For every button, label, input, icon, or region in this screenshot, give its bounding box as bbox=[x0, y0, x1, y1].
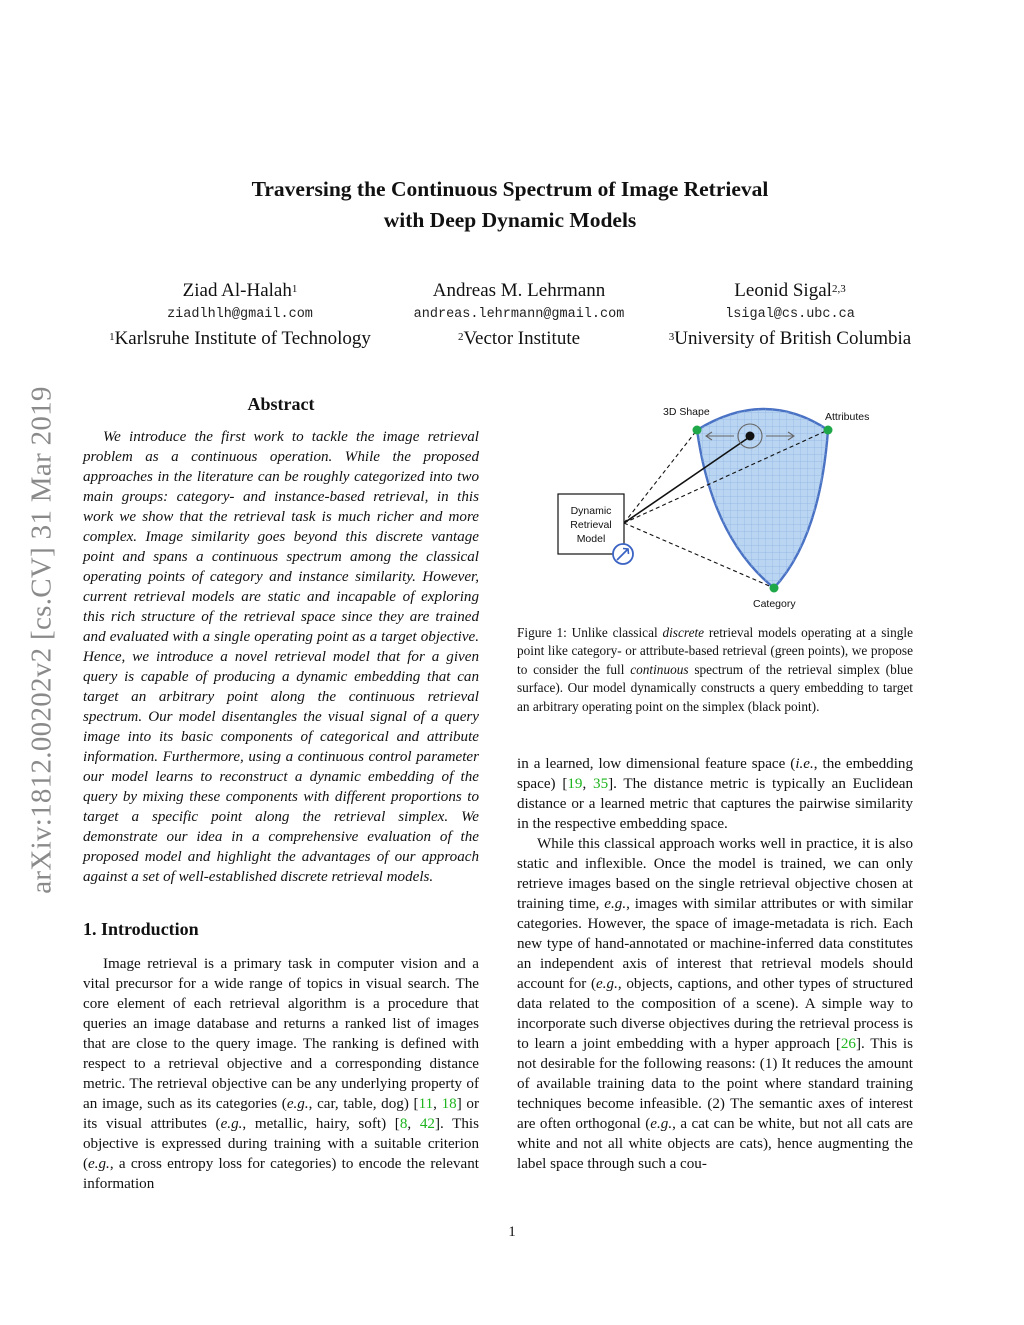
author-sup: 2,3 bbox=[831, 283, 846, 295]
citation-link[interactable]: 19 bbox=[567, 776, 583, 792]
label-3d-shape: 3D Shape bbox=[663, 406, 710, 418]
author-name: Leonid Sigal bbox=[734, 280, 832, 301]
aff-sup: 3 bbox=[668, 331, 675, 343]
author-email[interactable]: ziadlhlh@gmail.com bbox=[167, 307, 313, 322]
operating-point bbox=[746, 432, 755, 441]
model-label-3: Model bbox=[576, 533, 606, 545]
figure-1-caption: Figure 1: Unlike classical discrete retrieval models operating at a single point like category- or attribute-based retrieval (green points), we propose to consider the full continuous spectrum of the retrieval simplex (blue surface). Our model dynamically constructs a query embedding to target an arbitrary operating point on the simplex (black point). bbox=[517, 625, 914, 714]
author-affiliation: Karlsruhe Institute of Technology bbox=[114, 328, 371, 349]
citation-link[interactable]: 11 bbox=[418, 1096, 434, 1112]
model-label-1: Dynamic bbox=[570, 505, 612, 517]
author-affiliation: Vector Institute bbox=[463, 328, 581, 349]
model-label-2: Retrieval bbox=[570, 519, 612, 531]
intro-paragraph: Image retrieval is a primary task in computer vision and a vital precursor for a wide range of topics in visual search. The core element of each retrieval algorithm is a procedure that queries an image database and returns a ranked list of images that are close to the query image. The ranking is defined with respect to a retrieval objective and a corresponding distance metric. The retrieval objective can be any underlying property of an image, such as its categories (e.g., car, table, dog) [11, 18] or its visual attributes (e.g., metallic, hairy, soft) [8, 42]. This objective is expressed during training with a suitable criterion (e.g., a cross entropy loss for categories) to encode the relevant information bbox=[83, 956, 480, 1192]
author-affiliation: University of British Columbia bbox=[674, 328, 912, 349]
author-2 bbox=[372, 278, 666, 352]
title-line-2: with Deep Dynamic Models bbox=[383, 208, 637, 232]
author-1 bbox=[90, 278, 390, 352]
right-paragraph-2: While this classical approach works well in practice, it is also static and inflexible. Once the model is trained, we can only retrieve images based on the single retrieval objective chosen at training time, e.g., images with similar attributes or with similar categories. However, the space of image-metadata is rich. Each new type of hand-annotated or machine-inferred data constitutes an independent axis of interest that retrieval models should account for (e.g., objects, captions, and other types of structured data related to the composition of a scene). A simple way to incorporate such diverse objectives during the retrieval process is to learn a joint embedding with a hyper approach [26]. This is not desirable for the following reasons: (1) It reduces the amount of available training data to the point where standard training techniques become infeasible. (2) The semantic axes of interest are often orthogonal (e.g., a cat can be white, but not all cats are white and not all white objects are cats), hence augmenting the label space through such a cou- bbox=[517, 836, 913, 1172]
abstract-text: We introduce the first work to tackle the image retrieval problem as a continuous operation. While the proposed approaches in the literature can be roughly categorized into two main groups: category- and instance-based retrieval, in this work we show that the retrieval task is much richer and more complex. Image similarity goes beyond this discrete vantage point and spans a continuous spectrum among the classical operating points of category and instance similarity. However, current retrieval models are static and incapable of exploring this rich structure of the retrieval space since they are trained and evaluated with a single operating point as a target objective. Hence, we introduce a novel retrieval model that for a given query is capable of producing a dynamic embedding that can target an arbitrary point along the continuous retrieval spectrum. Our model disentangles the visual signal of a query image into its basic components of categorical and attribute information. Furthermore, using a continuous control parameter our model learns to reconstruct a dynamic embedding of the query by mixing these components with different proportions to target a specific point along the retrieval simplex. We demonstrate our idea in a comprehensive evaluation of the proposed model and highlight the advantages of our approach against a set of well-established discrete retrieval models. bbox=[83, 429, 479, 885]
right-paragraph-1: in a learned, low dimensional feature space (i.e., the embedding space) [19, 35]. The distance metric is typically an Euclidean distance or a learned metric that captures the pairwise similarity in the respective embedding space. bbox=[517, 756, 914, 832]
page-number: 1 bbox=[508, 1224, 516, 1240]
vertex-attributes bbox=[824, 426, 833, 435]
aff-sup: 1 bbox=[109, 331, 115, 343]
citation-link[interactable]: 42 bbox=[419, 1116, 435, 1132]
author-name: Andreas M. Lehrmann bbox=[432, 280, 606, 301]
citation-link[interactable]: 35 bbox=[593, 776, 609, 792]
section-heading-introduction: 1. Introduction bbox=[83, 919, 199, 939]
title-line-1: Traversing the Continuous Spectrum of Image Retrieval bbox=[251, 177, 769, 201]
citation-link[interactable]: 18 bbox=[441, 1096, 457, 1112]
citation-link[interactable]: 26 bbox=[840, 1036, 856, 1052]
vertex-category bbox=[770, 584, 779, 593]
control-dial-icon bbox=[613, 544, 633, 564]
author-sup: 1 bbox=[291, 283, 298, 295]
author-email[interactable]: lsigal@cs.ubc.ca bbox=[725, 307, 855, 322]
author-name: Ziad Al-Halah bbox=[182, 280, 292, 301]
paper-title bbox=[120, 174, 900, 236]
label-category: Category bbox=[753, 598, 796, 610]
vertex-3d-shape bbox=[693, 426, 702, 435]
abstract-heading: Abstract bbox=[247, 394, 315, 414]
label-attributes: Attributes bbox=[825, 411, 870, 423]
arxiv-stamp: arXiv:1812.00202v2 [cs.CV] 31 Mar 2019 bbox=[25, 386, 58, 894]
aff-sup: 2 bbox=[457, 331, 464, 343]
citation-link[interactable]: 8 bbox=[399, 1116, 408, 1132]
author-email[interactable]: andreas.lehrmann@gmail.com bbox=[413, 307, 625, 322]
figure-1-diagram bbox=[520, 398, 910, 616]
author-3 bbox=[640, 278, 940, 352]
